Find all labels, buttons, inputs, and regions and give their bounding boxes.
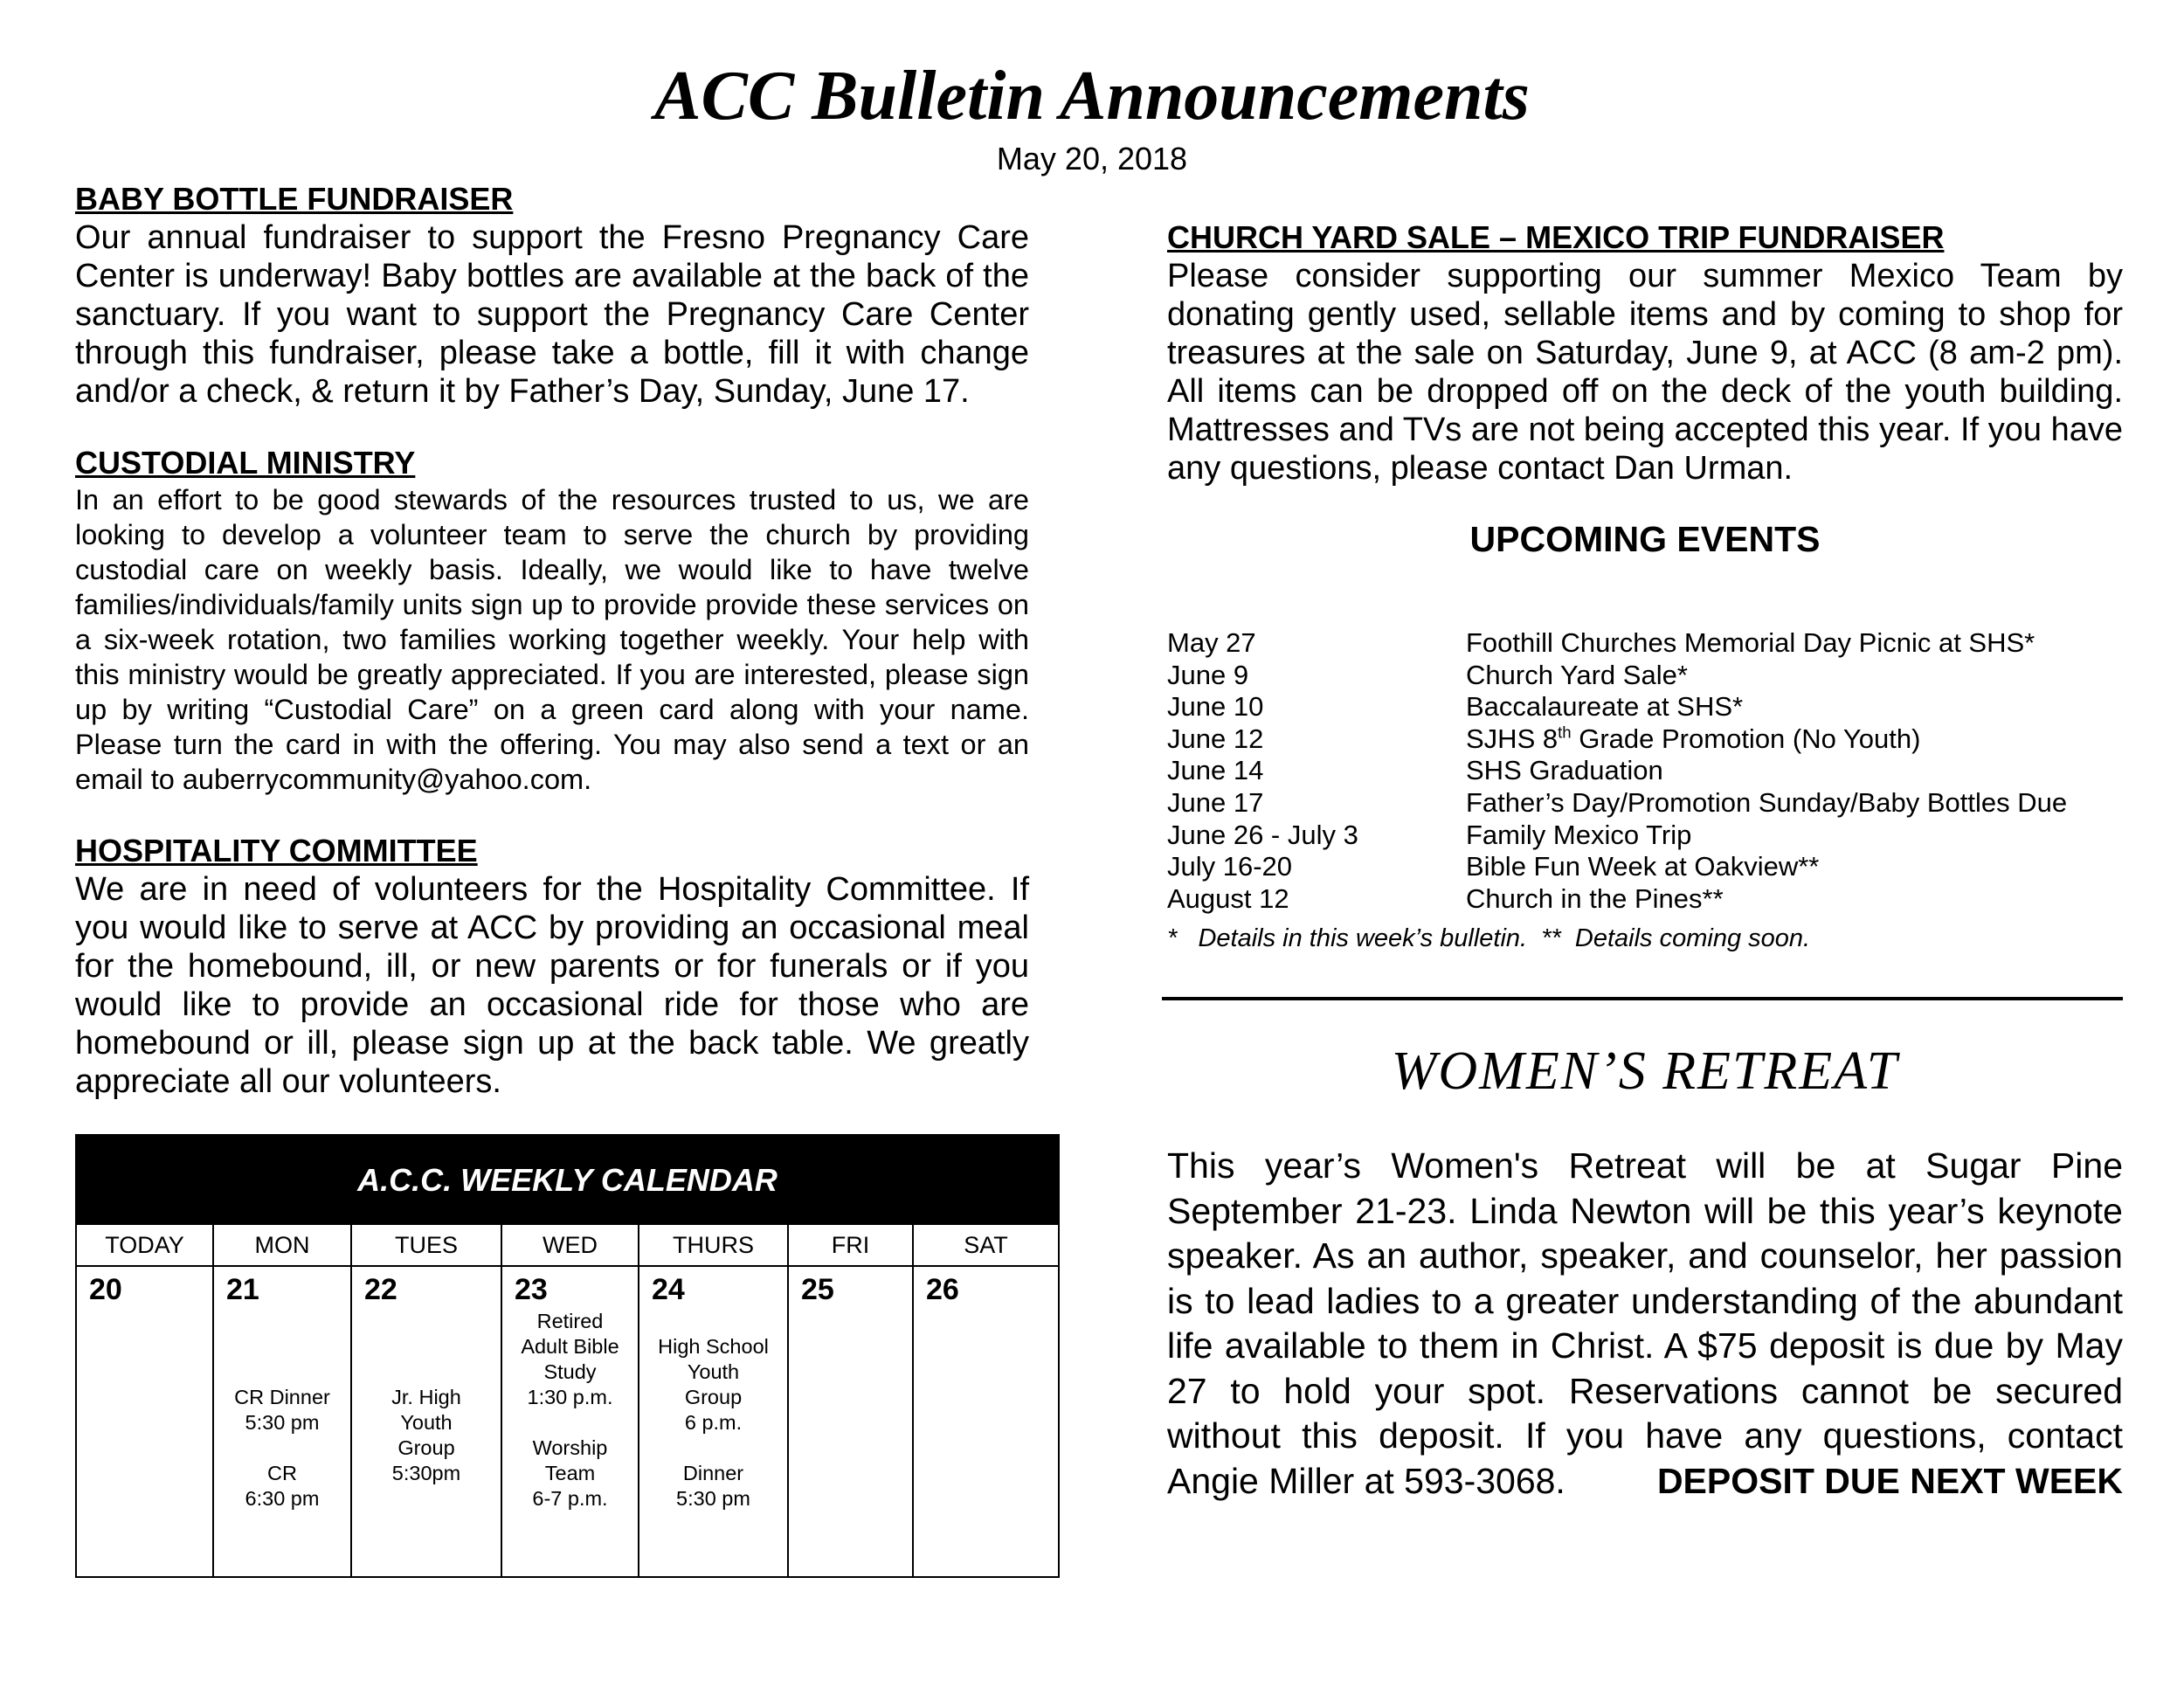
event-row	[1167, 851, 2128, 883]
calendar-events: CR Dinner 5:30 pm CR 6:30 pm	[234, 1386, 330, 1510]
calendar-date: 25	[801, 1273, 834, 1306]
event-row	[1167, 691, 2128, 723]
custodial-body: In an effort to be good stewards of the resources trusted to us, we are looking to develop a volunteer team to serve the church by providing custodial care on weekly basis. Ideally, we would like to have twelve families/individuals/family units sign up to provide provide these services on a six-week rotation, two families working together weekly. Your help with this ministry would be greatly appreciated. If you are interested, please sign up by writing “Custodial Care” on a green card along with your name. Please turn the card in with the offering. You may also send a text or an email to auberrycommunity@yahoo.com.	[75, 484, 1029, 795]
calendar-day-label: MON	[214, 1225, 352, 1265]
calendar-cell	[214, 1267, 352, 1578]
upcoming-events-title: UPCOMING EVENTS	[1469, 519, 1821, 559]
event-date: June 17	[1167, 786, 1264, 818]
calendar-date: 21	[226, 1273, 259, 1306]
event-date: July 16-20	[1167, 851, 1293, 882]
deposit-due-note: DEPOSIT DUE NEXT WEEK	[1656, 1460, 2123, 1501]
womens-retreat-body	[1167, 1144, 2123, 1504]
event-description-text: Grade Promotion (No Youth)	[1571, 723, 1921, 754]
section-divider	[1162, 997, 2123, 1000]
calendar-cells	[77, 1267, 1058, 1578]
calendar-events: Retired Adult Bible Study 1:30 p.m. Worship Team 6-7 p.m.	[521, 1310, 619, 1510]
calendar-date: 26	[926, 1273, 959, 1306]
events-footnote: * Details in this week’s bulletin. ** Details coming soon.	[1167, 924, 1811, 952]
calendar-day-label: WED	[502, 1225, 639, 1265]
calendar-events: Jr. High Youth Group 5:30pm	[391, 1386, 461, 1484]
weekly-calendar	[75, 1134, 1060, 1578]
event-description: Church Yard Sale*	[1466, 659, 1688, 690]
event-date: June 12	[1167, 723, 1264, 754]
event-row	[1167, 723, 2128, 756]
hospitality-body: We are in need of volunteers for the Hospitality Committee. If you would like to serve at ACC by providing an occasional meal for the homebound, ill, or new parents or for funerals or if you would like to provide an occasional ride for those who are homebound or ill, please sign up at the back table. We greatly appreciate all our volunteers.	[75, 871, 1029, 1100]
custodial-heading: CUSTODIAL MINISTRY	[75, 445, 416, 481]
event-date: June 26 - July 3	[1167, 819, 1358, 850]
calendar-date: 20	[89, 1273, 122, 1306]
calendar-cell	[789, 1267, 914, 1578]
calendar-day-label: THURS	[639, 1225, 789, 1265]
event-description: Father’s Day/Promotion Sunday/Baby Bottles Due	[1466, 786, 2068, 818]
yard-sale-heading: CHURCH YARD SALE – MEXICO TRIP FUNDRAISER	[1167, 219, 1945, 255]
calendar-date: 23	[515, 1273, 548, 1306]
baby-bottle-body: Our annual fundraiser to support the Fresno Pregnancy Care Center is underway! Baby bottles are available at the back of the sanctuary. If you want to support the Pregnancy Care Center through this fundraiser, please take a bottle, fill it with change and/or a check, & return it by Father’s Day, Sunday, June 17.	[75, 219, 1029, 410]
hospitality-heading: HOSPITALITY COMMITTEE	[75, 833, 478, 868]
event-row	[1167, 820, 2128, 852]
calendar-cell	[639, 1267, 789, 1578]
event-description	[1466, 723, 1920, 756]
baby-bottle-heading: BABY BOTTLE FUNDRAISER	[75, 181, 514, 217]
event-date: June 10	[1167, 691, 1264, 723]
calendar-day-label: TODAY	[77, 1225, 214, 1265]
event-description-text: SJHS 8	[1466, 723, 1559, 754]
event-date: August 12	[1167, 882, 1289, 914]
event-description: Foothill Churches Memorial Day Picnic at SHS*	[1466, 627, 2035, 658]
calendar-cell	[352, 1267, 502, 1578]
bulletin-date: May 20, 2018	[996, 141, 1188, 176]
event-description: Bible Fun Week at Oakview**	[1466, 851, 1820, 882]
event-row	[1167, 883, 2128, 916]
event-date: June 9	[1167, 659, 1249, 690]
calendar-day-labels	[77, 1225, 1058, 1267]
event-row	[1167, 627, 2128, 660]
calendar-cell	[502, 1267, 639, 1578]
calendar-cell	[914, 1267, 1058, 1578]
calendar-title: A.C.C. WEEKLY CALENDAR	[77, 1136, 1058, 1225]
calendar-date: 24	[652, 1273, 685, 1306]
yard-sale-body: Please consider supporting our summer Mexico Team by donating gently used, sellable items and by coming to shop for treasures at the sale on Saturday, June 9, at ACC (8 am-2 pm). All items can be dropped off on the deck of the youth building. Mattresses and TVs are not being accepted this year. If you have any questions, please contact Dan Urman.	[1167, 258, 2123, 487]
calendar-cell	[77, 1267, 214, 1578]
upcoming-events-list	[1167, 627, 2128, 915]
calendar-day-label: FRI	[789, 1225, 914, 1265]
calendar-events: High School Youth Group 6 p.m. Dinner 5:30 pm	[658, 1335, 769, 1510]
calendar-day-label: TUES	[352, 1225, 502, 1265]
event-description: Church in the Pines**	[1466, 882, 1724, 914]
calendar-date: 22	[364, 1273, 397, 1306]
event-row	[1167, 660, 2128, 692]
event-description: SHS Graduation	[1466, 755, 1663, 786]
page-title: ACC Bulletin Announcements	[654, 58, 1530, 135]
event-row	[1167, 755, 2128, 787]
event-date: June 14	[1167, 755, 1264, 786]
event-description: Family Mexico Trip	[1466, 819, 1692, 850]
womens-retreat-text: This year’s Women's Retreat will be at Sugar Pine September 21-23. Linda Newton will be this year’s keynote speaker. As an author, speaker, and counselor, her passion is to lead ladies to a greater understanding of the abundant life available to them in Christ. A $75 deposit is due by May 27 to hold your spot. Reservations cannot be secured without this deposit. If you have any questions, contact Angie Miller at 593-3068.	[1167, 1145, 2123, 1501]
ordinal-suffix: th	[1558, 723, 1572, 742]
womens-retreat-title: WOMEN’S RETREAT	[1391, 1041, 1899, 1101]
event-description: Baccalaureate at SHS*	[1466, 691, 1744, 723]
event-row	[1167, 787, 2128, 820]
event-date: May 27	[1167, 627, 1256, 658]
calendar-day-label: SAT	[964, 1232, 1008, 1258]
